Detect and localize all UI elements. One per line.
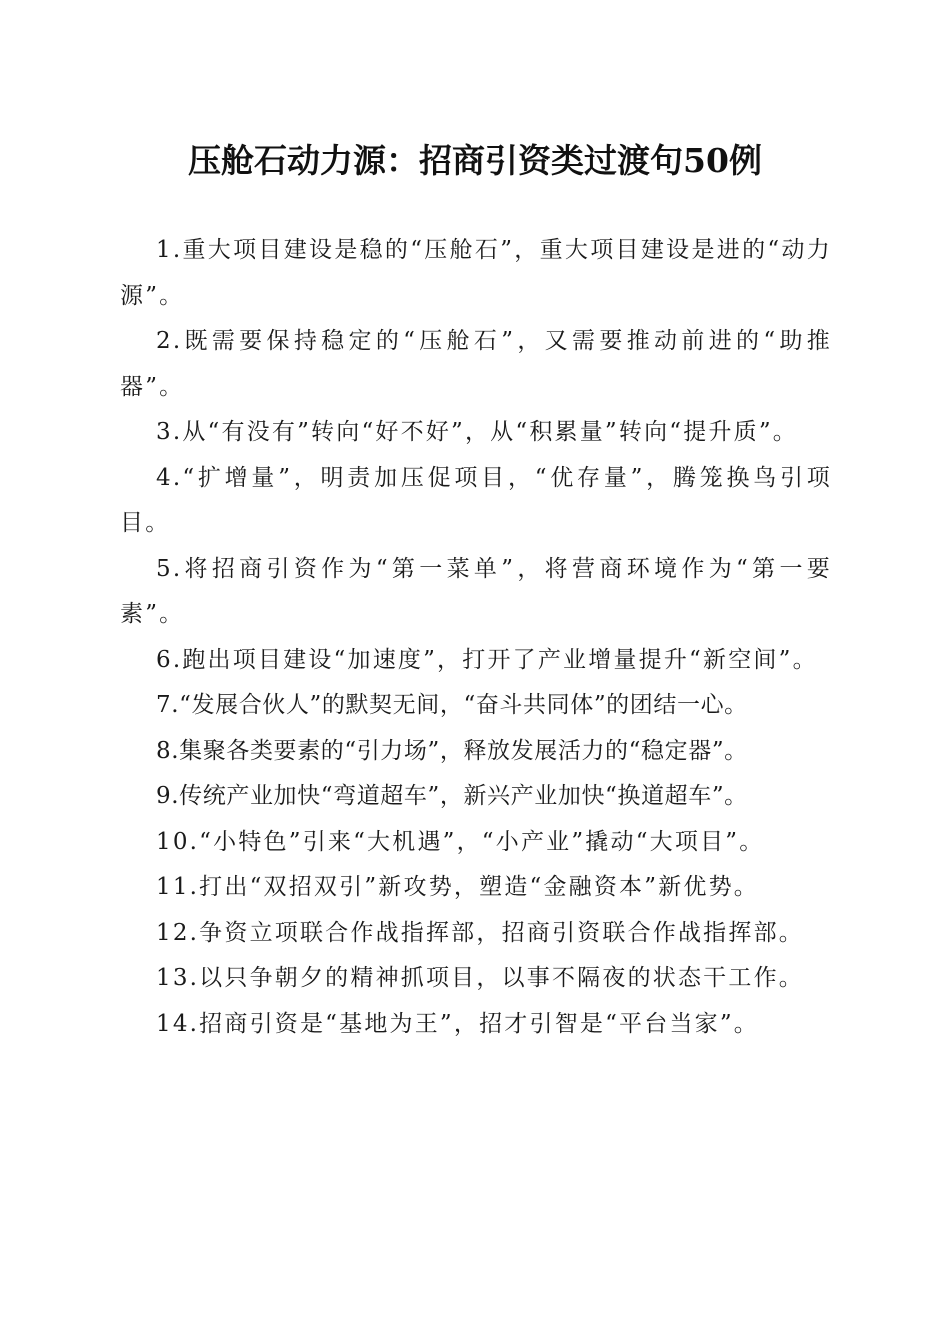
- list-item: 9.传统产业加快“弯道超车”，新兴产业加快“换道超车”。: [156, 783, 748, 809]
- list-item: 12.争资立项联合作战指挥部，招商引资联合作战指挥部。: [156, 919, 804, 946]
- list-item: 14.招商引资是“基地为王”，招才引智是“平台当家”。: [156, 1010, 760, 1037]
- list-item: 3.从“有没有”转向“好不好”，从“积累量”转向“提升质”。: [156, 419, 799, 445]
- list-item: 4.“扩增量”，明责加压促项目，“优存量”，腾笼换鸟引项目。: [120, 464, 832, 536]
- list-item: 8.集聚各类要素的“引力场”，释放发展活力的“稳定器”。: [156, 737, 748, 764]
- list-item: 5.将招商引资作为“第一菜单”，将营商环境作为“第一要素”。: [120, 555, 832, 627]
- list-item: 1.重大项目建设是稳的“压舱石”，重大项目建设是进的“动力源”。: [120, 237, 832, 309]
- list-item: 6.跑出项目建设“加速度”，打开了产业增量提升“新空间”。: [156, 646, 818, 673]
- document-body: [120, 228, 832, 1047]
- page-title: 压舱石动力源：招商引资类过渡句50例: [188, 141, 762, 180]
- list-item: 2.既需要保持稳定的“压舱石”，又需要推动前进的“助推器”。: [120, 328, 832, 400]
- list-item: 11.打出“双招双引”新攻势，塑造“金融资本”新优势。: [156, 874, 760, 900]
- list-item: 7.“发展合伙人”的默契无间，“奋斗共同体”的团结一心。: [156, 692, 748, 718]
- list-item: 13.以只争朝夕的精神抓项目，以事不隔夜的状态干工作。: [156, 965, 804, 991]
- list-item: 10.“小特色”引来“大机遇”，“小产业”撬动“大项目”。: [156, 828, 765, 855]
